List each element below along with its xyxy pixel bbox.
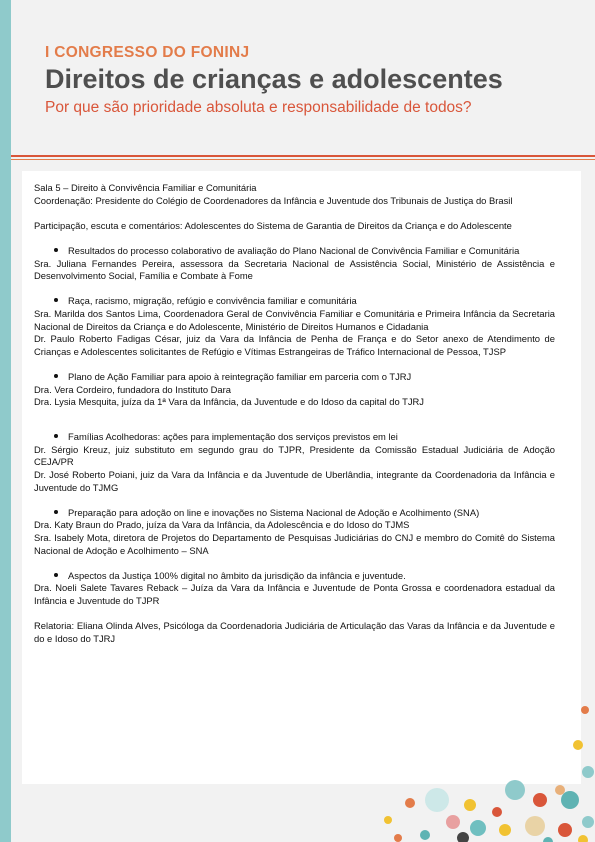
session-room: Sala 5 – Direito à Convivência Familiar e Comunitária	[34, 182, 257, 193]
topic-speaker: Dra. Noeli Salete Tavares Reback – Juíza da Vara da Infância e Juventude de Ponta Grossa e coordenadora estadual da Infância e Juventude do TJPR	[34, 582, 555, 606]
page-title: Direitos de crianças e adolescentes	[45, 64, 503, 94]
topic-title: Resultados do processo colaborativo de avaliação do Plano Nacional de Convivência Familiar e Comunitária	[34, 245, 555, 258]
topic-title: Famílias Acolhedoras: ações para implementação dos serviços previstos em lei	[34, 431, 555, 444]
session-coordination: Coordenação: Presidente do Colégio de Coordenadores da Infância e Juventude dos Tribunais de Justiça do Brasil	[34, 194, 513, 206]
topic-speaker: Dr. Sérgio Kreuz, juiz substituto em segundo grau do TJPR, Presidente da Comissão Estadual Judiciária de Adoção CEJA/PR	[34, 443, 555, 468]
page-header	[45, 44, 585, 117]
topic-title: Aspectos da Justiça 100% digital no âmbito da jurisdição da infância e juventude.	[34, 570, 555, 583]
topic-title: Plano de Ação Familiar para apoio à reintegração familiar em parceria com o TJRJ	[34, 371, 555, 384]
topic-speaker: Sra. Isabely Mota, diretora de Projetos do Departamento de Pesquisas Judiciárias do CNJ e membro do Comitê do Sistema Nacional de Adoção e Acolhimento – SNA	[34, 532, 555, 556]
topic-speaker: Dr. José Roberto Poiani, juiz da Vara da Infância e da Juventude de Uberlândia, integrante da Coordenadoria da Infância e Juventude do TJMG	[34, 469, 555, 493]
topic-speaker: Dra. Lysia Mesquita, juíza da 1ª Vara da Infância, da Juventude e do Idoso da capital do TJRJ	[34, 396, 424, 408]
session-participation: Participação, escuta e comentários: Adolescentes do Sistema de Garantia de Direitos da Criança e do Adolescente	[34, 219, 512, 231]
header-divider	[11, 155, 595, 157]
congress-kicker: I CONGRESSO DO FONINJ	[45, 44, 250, 61]
program-content	[34, 182, 555, 645]
topic-speaker: Dra. Katy Braun do Prado, juíza da Vara da Infância, da Adolescência e do Idoso do TJMS	[34, 519, 410, 531]
header-divider-thin	[11, 159, 595, 160]
topic-title: Raça, racismo, migração, refúgio e convivência familiar e comunitária	[34, 295, 555, 308]
topic-speaker: Dr. Paulo Roberto Fadigas César, juiz da Vara da Infância de Penha de França e do Setor anexo de Atendimento de Crianças e Adolescentes solicitantes de Refúgio e Vítimas Estrangeiras de Tráfico Internacional de Pessoa, TJSP	[34, 333, 555, 357]
left-accent-bar	[0, 0, 11, 842]
topic-speaker: Dra. Vera Cordeiro, fundadora do Instituto Dara	[34, 383, 231, 395]
topic-speaker: Sra. Marilda dos Santos Lima, Coordenadora Geral de Convivência Familiar e Comunitária e Primeira Infância da Secretaria Nacional de Direitos da Criança e do Adolescente, Ministério de Direitos Humanos e Cidadania	[34, 307, 555, 332]
topic-speaker: Sra. Juliana Fernandes Pereira, assessora da Secretaria Nacional de Assistência Social, Ministério de Assistência e Desenvolvimento Social, Família e Combate à Fome	[34, 257, 555, 282]
page-subtitle: Por que são prioridade absoluta e responsabilidade de todos?	[45, 99, 472, 116]
topic-title: Preparação para adoção on line e inovações no Sistema Nacional de Adoção e Acolhimento (SNA)	[34, 507, 555, 520]
rapporteur: Relatoria: Eliana Olinda Alves, Psicóloga da Coordenadoria Judiciária de Articulação das Varas da Infância e da Juventude e do e Idoso do TJRJ	[34, 620, 555, 644]
